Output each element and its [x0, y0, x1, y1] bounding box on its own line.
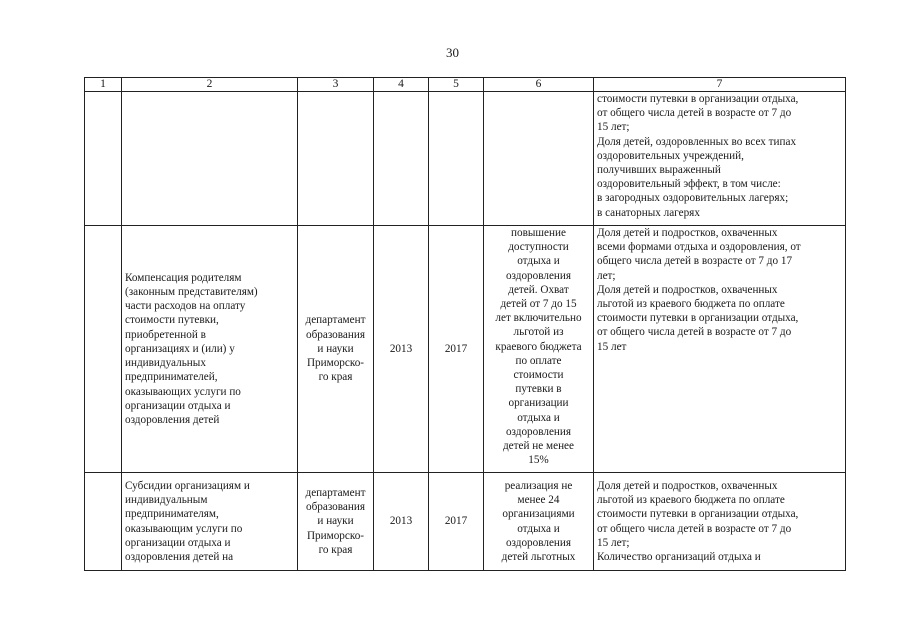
- cell-line: отдыха и: [517, 255, 560, 268]
- cell-line: всеми формами отдыха и оздоровления, от: [597, 241, 801, 254]
- cell-end-year: 2017: [429, 473, 484, 571]
- cell-line: образования: [305, 501, 365, 514]
- cell-result: [484, 92, 594, 226]
- cell-line: предпринимателям,: [125, 508, 219, 521]
- cell-measure: [122, 226, 298, 473]
- cell-line: льготой из: [513, 326, 564, 339]
- cell-indicators: [594, 226, 846, 473]
- cell-line: организации отдыха и: [125, 536, 231, 549]
- cell-end-year: [429, 92, 484, 226]
- cell-result: [484, 226, 594, 473]
- cell-executor: [298, 226, 374, 473]
- cell-line: Доля детей и подростков, охваченных: [597, 479, 778, 492]
- cell-line: общего числа детей в возрасте от 7 до 17: [597, 255, 793, 268]
- cell-line: лет включительно: [495, 312, 582, 325]
- cell-line: стоимости путевки в организации отдыха,: [597, 93, 799, 105]
- cell-line: оздоровления: [505, 536, 572, 549]
- cell-line: оказывающих услуги по: [125, 385, 241, 398]
- cell-line: получивших выраженный: [597, 164, 721, 177]
- cell-line: краевого бюджета: [495, 340, 582, 353]
- cell-line: детей от 7 до 15: [500, 298, 577, 311]
- cell-line: го края: [318, 543, 353, 556]
- cell-line: оказывающим услуги по: [125, 522, 243, 535]
- cell-line: и науки: [317, 515, 354, 528]
- cell-line: Приморско-: [306, 529, 365, 542]
- cell-line: приобретенной в: [125, 328, 206, 341]
- cell-line: в санаторных лагерях: [597, 206, 700, 219]
- cell-line: Приморско-: [306, 357, 365, 370]
- cell-line: стоимости путевки в организации отдыха,: [597, 508, 799, 521]
- cell-line: детей. Охват: [508, 283, 569, 296]
- table-row: [85, 226, 846, 473]
- cell-line: департамент: [305, 486, 366, 499]
- cell-line: льготой из краевого бюджета по оплате: [597, 298, 785, 311]
- cell-line: доступности: [508, 241, 569, 254]
- cell-number: [85, 473, 122, 571]
- cell-line: стоимости путевки,: [125, 314, 219, 327]
- column-header-1: 1: [85, 78, 122, 92]
- cell-number: [85, 92, 122, 226]
- cell-line: организации отдыха и: [125, 399, 231, 412]
- cell-line: стоимости: [513, 369, 564, 382]
- cell-result: [484, 473, 594, 571]
- cell-start-year: 2013: [374, 226, 429, 473]
- cell-line: индивидуальным: [125, 494, 208, 507]
- cell-line: 15 лет: [597, 340, 627, 353]
- column-header-3: 3: [298, 78, 374, 92]
- cell-line: Доля детей и подростков, охваченных: [597, 283, 778, 296]
- table-row: [85, 92, 846, 226]
- cell-line: образования: [305, 328, 365, 341]
- cell-line: оздоровительных учреждений,: [597, 149, 744, 162]
- page-number: 30: [446, 45, 459, 60]
- cell-line: организациями: [502, 508, 575, 521]
- cell-measure: [122, 473, 298, 571]
- cell-line: отдыха и: [517, 522, 560, 535]
- cell-indicators: [594, 473, 846, 571]
- cell-measure: [122, 92, 298, 226]
- cell-line: 15 лет;: [597, 536, 630, 549]
- cell-line: Доля детей, оздоровленных во всех типах: [597, 135, 797, 148]
- cell-line: оздоровления детей на: [125, 550, 234, 563]
- cell-line: Количество организаций отдыха и: [597, 550, 761, 563]
- cell-line: детей не менее: [502, 440, 574, 453]
- cell-line: департамент: [305, 314, 366, 327]
- cell-indicators: [594, 92, 846, 226]
- cell-line: менее 24: [517, 494, 560, 507]
- cell-line: от общего числа детей в возрасте от 7 до: [597, 107, 792, 120]
- cell-line: в загородных оздоровительных лагерях;: [597, 192, 789, 205]
- cell-executor: [298, 92, 374, 226]
- cell-line: 15 лет;: [597, 121, 630, 134]
- cell-line: путевки в: [515, 383, 562, 396]
- cell-line: предпринимателей,: [125, 371, 218, 384]
- cell-line: лет;: [597, 269, 616, 282]
- cell-line: детей льготных: [501, 550, 576, 563]
- column-header-7: 7: [594, 78, 846, 92]
- cell-line: Компенсация родителям: [125, 271, 242, 284]
- cell-line: от общего числа детей в возрасте от 7 до: [597, 522, 792, 535]
- cell-line: от общего числа детей в возрасте от 7 до: [597, 326, 792, 339]
- cell-line: по оплате: [515, 354, 562, 367]
- cell-line: отдыха и: [517, 411, 560, 424]
- cell-line: оздоровления: [505, 425, 572, 438]
- cell-executor: [298, 473, 374, 571]
- cell-line: оздоровления: [505, 269, 572, 282]
- cell-line: реализация не: [504, 479, 573, 492]
- program-table: [84, 77, 846, 571]
- cell-line: стоимости путевки в организации отдыха,: [597, 312, 799, 325]
- cell-line: льготой из краевого бюджета по оплате: [597, 494, 785, 507]
- cell-start-year: 2013: [374, 473, 429, 571]
- cell-number: [85, 226, 122, 473]
- header-row: [85, 78, 846, 92]
- column-header-2: 2: [122, 78, 298, 92]
- table-row: [85, 473, 846, 571]
- cell-line: повышение: [511, 227, 566, 239]
- cell-line: индивидуальных: [125, 357, 206, 370]
- cell-line: го края: [318, 371, 353, 384]
- cell-line: оздоровления детей: [125, 413, 220, 426]
- cell-line: Доля детей и подростков, охваченных: [597, 227, 778, 239]
- cell-line: оздоровительный эффект, в том числе:: [597, 178, 781, 191]
- cell-line: 15%: [528, 454, 549, 467]
- cell-start-year: [374, 92, 429, 226]
- cell-line: организациях и (или) у: [125, 342, 235, 355]
- cell-line: Субсидии организациям и: [125, 479, 250, 492]
- cell-line: организации: [508, 397, 569, 410]
- cell-line: и науки: [317, 342, 354, 355]
- column-header-5: 5: [429, 78, 484, 92]
- cell-end-year: 2017: [429, 226, 484, 473]
- cell-line: части расходов на оплату: [125, 300, 246, 313]
- column-header-6: 6: [484, 78, 594, 92]
- column-header-4: 4: [374, 78, 429, 92]
- cell-line: (законным представителям): [125, 286, 258, 299]
